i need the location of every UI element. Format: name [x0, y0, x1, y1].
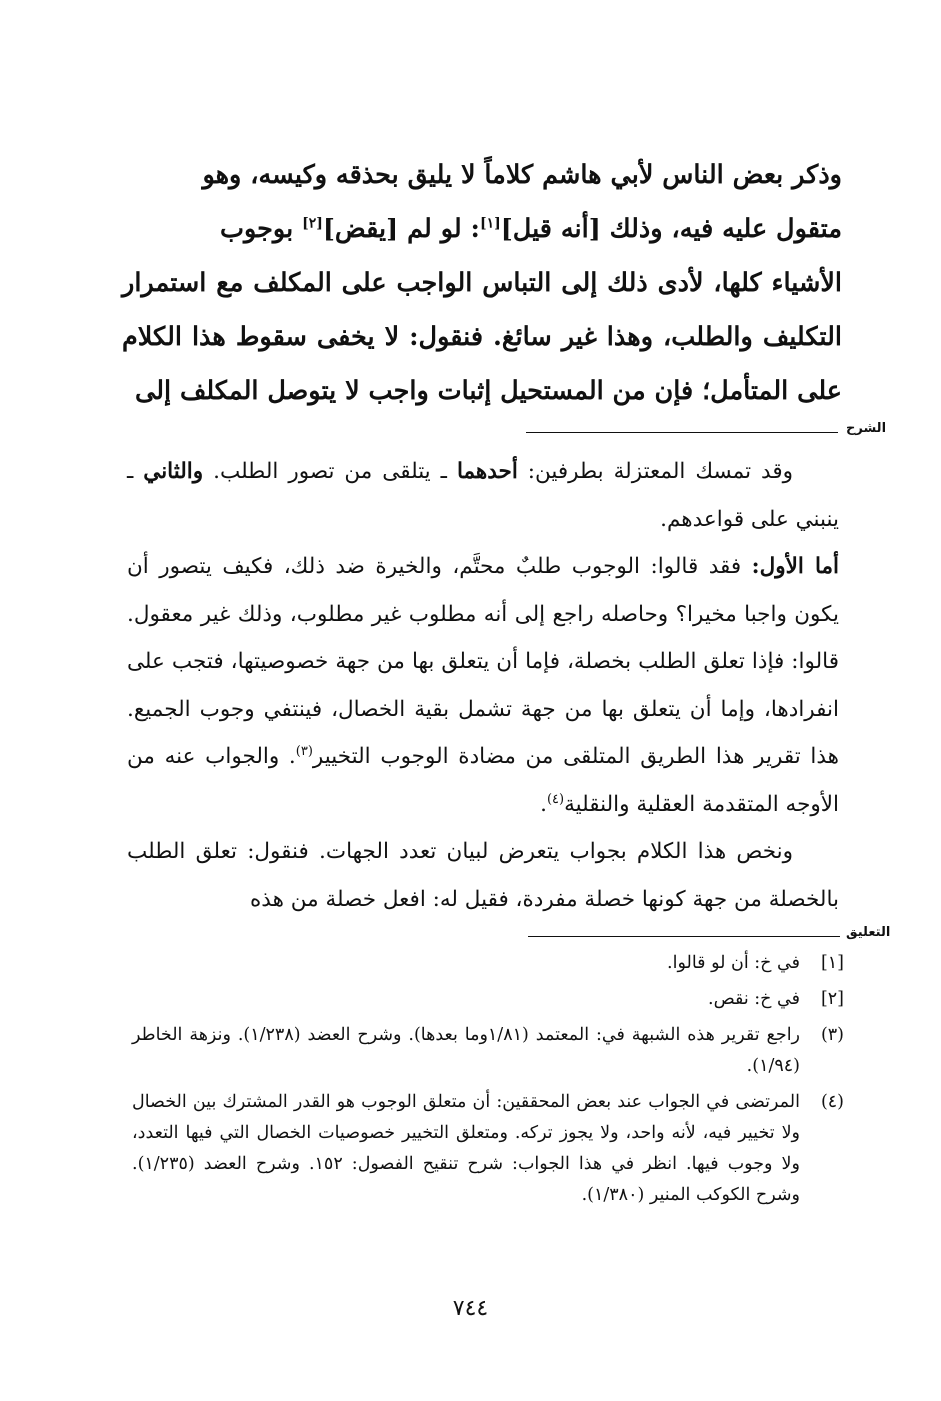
main-text-rest: [122, 256, 842, 418]
main-text-line-1: [122, 148, 842, 202]
commentary-block: [127, 448, 839, 923]
footnote-number: (٣): [820, 1025, 844, 1045]
taliq-label: التعليق: [846, 925, 891, 940]
footnote-ref-3: (٣): [295, 743, 313, 759]
main-text-paragraph: الأشياء كلها، لأدى ذلك إلى التباس الواجب على المكلف مع استمرار التكليف والطلب، وهذا غير سائغ. فنقول: لا يخفى سقوط هذا الكلام على المتأمل؛ فإن من المستحيل إثبات واجب لا يتوصل المكلف إلى: [122, 268, 842, 406]
footnote-ref-2: [٢]: [302, 215, 323, 232]
commentary-paragraph-2: [127, 543, 839, 828]
commentary-bold-term: أحدهما: [456, 459, 518, 484]
footnote-3: [132, 1020, 844, 1082]
footnote-1: [132, 948, 844, 979]
commentary-text: ـ يتلقى من تصور الطلب.: [203, 459, 457, 484]
footnote-number: [٢]: [820, 989, 844, 1009]
sharh-divider: [526, 432, 838, 433]
footnote-4: [132, 1087, 844, 1211]
main-text-fragment: بوجوب: [219, 214, 303, 244]
footnote-text: في خ: نقص.: [708, 989, 800, 1009]
page-number: ٧٤٤: [452, 1296, 489, 1321]
sharh-label: الشرح: [846, 421, 887, 436]
commentary-text: ونخص هذا الكلام بجواب يتعرض لبيان تعدد الجهات. فنقول: تعلق الطلب بالخصلة من جهة كونها خصلة مفردة، فقيل له: افعل خصلة من هذه: [127, 839, 839, 912]
commentary-bold-term: والثاني: [143, 459, 204, 484]
main-text-fragment: متقول عليه فيه، وذلك [أنه قيل]: [500, 214, 842, 244]
commentary-paragraph-1: [127, 448, 839, 543]
footnote-ref-1: [١]: [479, 215, 501, 232]
commentary-text: فقد قالوا: الوجوب طلبٌ محتَّم، والخيرة ضد ذلك، فكيف يتصور أن يكون واجبا مخيرا؟ وحاصله راجع إلى أنه مطلوب غير مطلوب، وذلك غير معقول. قالوا: فإذا تعلق الطلب بخصلة، فإما أن يتعلق بها من جهة خصوصيتها، فتجب على انفرادها، وإما أن يتعلق بها من جهة تشمل بقية الخصال، فينتفي وجوب الجميع. هذا تقرير هذا الطريق المتلقى من مضادة الوجوب التخيير: [127, 554, 839, 769]
footnote-ref-4: (٤): [546, 791, 565, 807]
footnotes-block: [132, 948, 844, 1216]
main-text-sentence: وذكر بعض الناس لأبي هاشم كلاماً لا يليق بحذقه وكيسه، وهو: [202, 160, 842, 190]
main-text-fragment: : لو لم [يقض]: [322, 214, 480, 244]
footnote-number: [١]: [820, 953, 844, 973]
footnote-text: راجع تقرير هذه الشبهة في: المعتمد (١/٨١وما بعدها). وشرح العضد (١/٢٣٨). ونزهة الخاطر (١/٩٤).: [132, 1025, 801, 1076]
footnote-text: المرتضى في الجواب عند بعض المحققين: أن متعلق الوجوب هو القدر المشترك بين الخصال ولا تخيير فيه، لأنه واحد، ولا يجوز تركه. ومتعلق التخيير خصوصيات الخصال التي فيها التعدد، ولا وجوب فيها. انظر في هذا الجواب: شرح تنقيح الفصول: ١٥٢. وشرح العضد (١/٢٣٥). وشرح الكوكب المنير (١/٣٨٠).: [132, 1092, 800, 1205]
commentary-paragraph-3: [127, 828, 839, 923]
commentary-text: . والجواب عنه من الأوجه المتقدمة العقلية والنقلية: [127, 744, 839, 817]
commentary-text: وقد تمسك المعتزلة بطرفين:: [517, 459, 794, 484]
commentary-text: ـ ينبني على قواعدهم.: [127, 459, 839, 532]
footnote-2: [132, 984, 844, 1015]
commentary-bold-term: أما الأول:: [751, 554, 839, 579]
main-text-line-2: [122, 202, 842, 256]
main-text-block: [122, 148, 842, 418]
footnote-number: (٤): [820, 1092, 844, 1112]
taliq-divider: [528, 936, 840, 937]
commentary-text: .: [540, 791, 547, 817]
footnote-text: في خ: أن لو قالوا.: [667, 953, 800, 973]
